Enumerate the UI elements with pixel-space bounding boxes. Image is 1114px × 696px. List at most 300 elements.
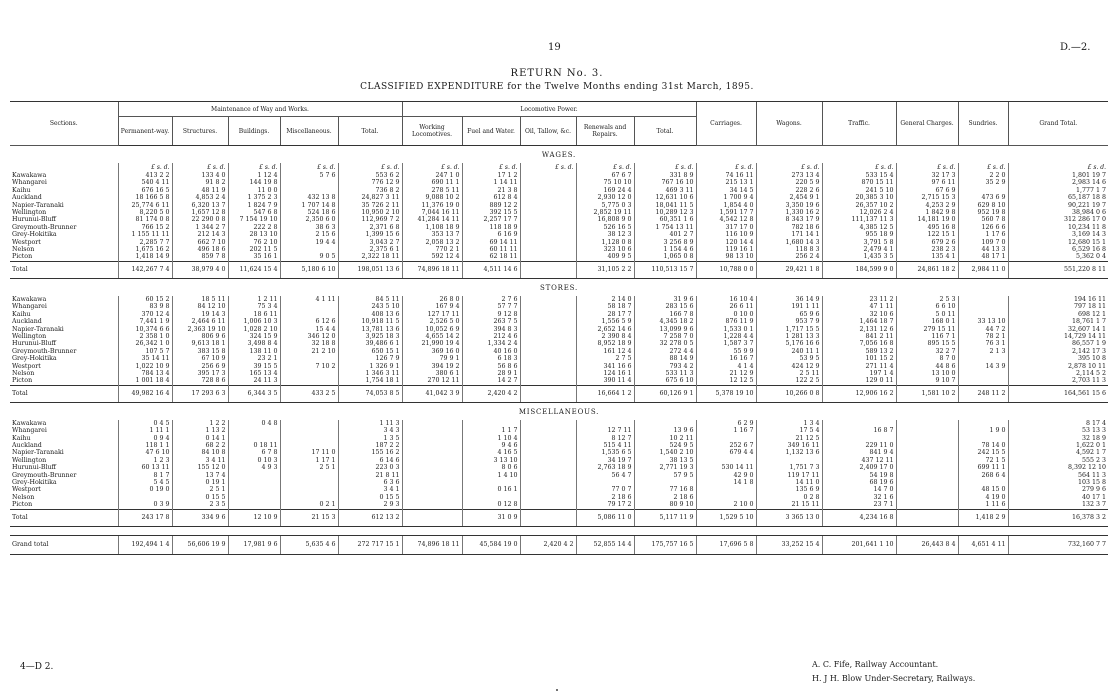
amount-cell: 495 16 8 [896, 224, 958, 231]
amount-cell [280, 187, 338, 194]
section-name: Kaihu [12, 186, 31, 194]
amount-cell: 1,591 17 7 [696, 209, 756, 216]
total-cell: 10,266 0 8 [756, 385, 822, 402]
table-row [10, 370, 1108, 377]
amount-cell [520, 318, 576, 325]
amount-cell: 122 15 1 [896, 231, 958, 238]
amount-cell: 39 15 5 [228, 363, 280, 370]
amount-cell: 2 2 0 [958, 172, 1008, 179]
amount-cell [402, 494, 462, 501]
amount-cell: 35 2 9 [958, 179, 1008, 186]
amount-cell [402, 479, 462, 486]
amount-cell: 2,350 6 0 [280, 216, 338, 223]
section-name: Napier-Taranaki [12, 325, 64, 333]
amount-cell: 353 13 7 [402, 231, 462, 238]
col-traffic: Traffic. [822, 102, 896, 146]
total-cell: 5,086 11 0 [576, 509, 634, 526]
amount-cell: 1 16 7 [696, 427, 756, 434]
unit-label: £ s. d. [634, 163, 696, 172]
amount-cell: 32 1 6 [822, 494, 896, 501]
amount-cell: 168 0 1 [896, 318, 958, 325]
amount-cell: 241 5 10 [822, 187, 896, 194]
amount-cell: 38 12 3 [576, 231, 634, 238]
total-cell: 433 2 5 [280, 385, 338, 402]
amount-cell: 191 1 11 [756, 303, 822, 310]
amount-cell: 2,371 6 8 [338, 224, 402, 231]
amount-cell: 2,114 5 2 [1008, 370, 1108, 377]
amount-cell: 2,652 14 6 [576, 326, 634, 333]
table-row [10, 209, 1108, 216]
col-fuel-water: Fuel and Water. [462, 117, 520, 146]
section-name: Greymouth-Brunner [12, 347, 77, 355]
amount-cell: 18 6 11 [228, 311, 280, 318]
amount-cell [520, 194, 576, 201]
amount-cell: 1 824 7 9 [228, 202, 280, 209]
amount-cell: 1 12 4 [228, 172, 280, 179]
amount-cell [520, 501, 576, 509]
amount-cell: 6 14 6 [338, 457, 402, 464]
amount-cell: 65,187 18 8 [1008, 194, 1108, 201]
amount-cell: 32 278 0 5 [634, 340, 696, 347]
amount-cell: 144 19 8 [228, 179, 280, 186]
amount-cell: 0 18 11 [228, 442, 280, 449]
total-cell: 74,053 8 5 [338, 385, 402, 402]
amount-cell: 76 2 10 [228, 239, 280, 246]
amount-cell: 2,454 9 1 [756, 194, 822, 201]
section-name: Grey-Hokitika [12, 355, 57, 363]
amount-cell [280, 303, 338, 310]
col-renewals-repairs: Renewals and Repairs. [576, 117, 634, 146]
total-cell: 2,420 4 2 [462, 385, 520, 402]
amount-cell: 2 14 0 [576, 296, 634, 303]
amount-cell: 65 9 6 [756, 311, 822, 318]
total-cell: 29,421 1 8 [756, 261, 822, 278]
amount-cell: 4 9 3 [228, 464, 280, 471]
amount-cell: 1 17 6 [958, 231, 1008, 238]
amount-cell [520, 464, 576, 471]
amount-cell: 77 16 8 [634, 486, 696, 493]
amount-cell: 44 7 2 [958, 326, 1008, 333]
unit-label: £ s. d. [696, 163, 756, 172]
amount-cell: 9 10 7 [896, 377, 958, 385]
amount-cell: 161 12 4 [576, 348, 634, 355]
amount-cell: 14,181 19 0 [896, 216, 958, 223]
amount-cell: 28 9 1 [462, 370, 520, 377]
amount-cell: 2 10 0 [696, 501, 756, 509]
total-cell: 198,051 13 6 [338, 261, 402, 278]
amount-cell: 1 2 11 [228, 296, 280, 303]
amount-cell: 14 11 0 [756, 479, 822, 486]
table-row [10, 202, 1108, 209]
section-name: Westport [12, 362, 41, 370]
amount-cell: 69 14 11 [462, 239, 520, 246]
amount-cell: 7,441 1 9 [118, 318, 172, 325]
amount-cell: 44 13 3 [958, 246, 1008, 253]
amount-cell: 728 8 6 [172, 377, 228, 385]
unit-label: £ s. d. [958, 163, 1008, 172]
amount-cell: 3,350 19 6 [756, 202, 822, 209]
amount-cell: 32 2 7 [896, 348, 958, 355]
grand-total-cell: 52,855 14 4 [576, 535, 634, 554]
amount-cell: 2,409 17 0 [822, 464, 896, 471]
amount-cell: 383 15 8 [172, 348, 228, 355]
amount-cell: 6 3 6 [338, 479, 402, 486]
amount-cell: 56 4 7 [576, 472, 634, 479]
amount-cell: 1 2 2 [172, 420, 228, 427]
amount-cell: 437 12 11 [822, 457, 896, 464]
total-cell: 74,896 18 11 [402, 261, 462, 278]
amount-cell: 0 9 4 [118, 435, 172, 442]
amount-cell: 6 16 9 [462, 231, 520, 238]
amount-cell: 35 726 2 11 [338, 202, 402, 209]
amount-cell [520, 479, 576, 486]
amount-cell: 555 2 3 [1008, 457, 1108, 464]
amount-cell [228, 427, 280, 434]
section-name: Westport [12, 486, 41, 494]
total-cell: 41,042 3 9 [402, 385, 462, 402]
amount-cell [822, 435, 896, 442]
amount-cell: 11 0 0 [228, 187, 280, 194]
amount-cell [696, 486, 756, 493]
amount-cell: 268 6 4 [958, 472, 1008, 479]
table-row [10, 194, 1108, 201]
amount-cell [520, 224, 576, 231]
amount-cell: 0 2 1 [280, 501, 338, 509]
amount-cell [634, 479, 696, 486]
amount-cell: 47 1 11 [822, 303, 896, 310]
amount-cell: 8 17 4 [1008, 420, 1108, 427]
amount-cell: 167 9 4 [402, 303, 462, 310]
amount-cell: 212 14 3 [172, 231, 228, 238]
amount-cell [896, 464, 958, 471]
amount-cell: 252 6 7 [696, 442, 756, 449]
amount-cell: 9,088 10 2 [402, 194, 462, 201]
amount-cell: 401 2 7 [634, 231, 696, 238]
amount-cell: 132 3 7 [1008, 501, 1108, 509]
total-cell [520, 509, 576, 526]
amount-cell [896, 472, 958, 479]
amount-cell: 223 0 3 [338, 464, 402, 471]
total-cell [520, 261, 576, 278]
amount-cell [402, 442, 462, 449]
amount-cell: 126 6 6 [958, 224, 1008, 231]
table-row [10, 340, 1108, 347]
amount-cell [520, 494, 576, 501]
amount-cell: 1 375 2 3 [228, 194, 280, 201]
section-name: Auckland [12, 441, 42, 449]
amount-cell [958, 370, 1008, 377]
grand-total-cell: 5,635 4 6 [280, 535, 338, 554]
amount-cell: 155 12 0 [172, 464, 228, 471]
amount-cell [896, 501, 958, 509]
total-cell: 164,561 15 6 [1008, 385, 1108, 402]
amount-cell [402, 464, 462, 471]
amount-cell [520, 420, 576, 427]
amount-cell [958, 303, 1008, 310]
amount-cell: 870 15 11 [822, 179, 896, 186]
amount-cell [520, 326, 576, 333]
amount-cell: 312 286 17 0 [1008, 216, 1108, 223]
total-cell: 1,529 5 10 [696, 509, 756, 526]
amount-cell: 346 12 0 [280, 333, 338, 340]
amount-cell: 6 7 8 [228, 449, 280, 456]
amount-cell: 2,930 12 0 [576, 194, 634, 201]
amount-cell: 13,781 13 6 [338, 326, 402, 333]
amount-cell: 28 17 7 [576, 311, 634, 318]
amount-cell: 1,854 4 0 [696, 202, 756, 209]
amount-cell: 13 7 4 [172, 472, 228, 479]
amount-cell: 124 16 1 [576, 370, 634, 377]
amount-cell: 1 754 13 11 [634, 224, 696, 231]
table-row [10, 333, 1108, 340]
section-header-row [10, 146, 1108, 164]
amount-cell: 323 10 6 [576, 246, 634, 253]
amount-cell [280, 427, 338, 434]
amount-cell [280, 494, 338, 501]
amount-cell: 38,984 0 6 [1008, 209, 1108, 216]
section-name: Kawakawa [12, 172, 47, 179]
amount-cell: 793 4 2 [634, 363, 696, 370]
amount-cell [520, 246, 576, 253]
return-title: RETURN No. 3. [510, 68, 604, 79]
amount-cell: 278 5 11 [402, 187, 462, 194]
amount-cell [520, 370, 576, 377]
col-grand-total: Grand Total. [1008, 102, 1108, 146]
spacer-cell [10, 526, 1108, 535]
amount-cell: 2,715 15 3 [896, 194, 958, 201]
amount-cell: 5,775 0 3 [576, 202, 634, 209]
unit-label: £ s. d. [576, 163, 634, 172]
amount-cell: 1 326 9 1 [338, 363, 402, 370]
amount-cell: 3,925 18 3 [338, 333, 402, 340]
unit-label: £ s. d. [402, 163, 462, 172]
amount-cell: 699 11 1 [958, 464, 1008, 471]
amount-cell: 31 9 6 [634, 296, 696, 303]
amount-cell: 698 12 1 [1008, 311, 1108, 318]
amount-cell [520, 202, 576, 209]
amount-cell: 81 174 0 8 [118, 216, 172, 223]
amount-cell: 40 17 1 [1008, 494, 1108, 501]
section-name: Napier-Taranaki [12, 201, 64, 209]
total-cell: 11,624 15 4 [228, 261, 280, 278]
amount-cell: 10 2 11 [634, 435, 696, 442]
grand-total-cell: 17,696 5 8 [696, 535, 756, 554]
amount-cell: 1,330 16 2 [756, 209, 822, 216]
section-name: Auckland [12, 194, 42, 202]
amount-cell: 83 9 8 [118, 303, 172, 310]
amount-cell: 35 14 11 [118, 355, 172, 362]
amount-cell: 564 11 3 [1008, 472, 1108, 479]
amount-cell [896, 479, 958, 486]
amount-cell: 97 6 11 [896, 179, 958, 186]
amount-cell: 122 2 5 [756, 377, 822, 385]
amount-cell: 1 13 2 [172, 427, 228, 434]
table-row [10, 179, 1108, 186]
amount-cell: 533 15 4 [822, 172, 896, 179]
total-cell: 1,581 10 2 [896, 385, 958, 402]
amount-cell: 13 10 0 [896, 370, 958, 377]
amount-cell: 3 256 8 9 [634, 239, 696, 246]
amount-cell: 2,878 10 11 [1008, 363, 1108, 370]
amount-cell: 6,320 13 7 [172, 202, 228, 209]
amount-cell: 12,026 2 4 [822, 209, 896, 216]
amount-cell: 7,044 16 11 [402, 209, 462, 216]
amount-cell: 317 17 0 [696, 224, 756, 231]
amount-cell [280, 246, 338, 253]
amount-cell: 547 6 8 [228, 209, 280, 216]
amount-cell [520, 486, 576, 493]
grand-total-label: Grand total [10, 535, 118, 554]
table-row [10, 311, 1108, 318]
total-cell: 16,664 1 2 [576, 385, 634, 402]
amount-cell: 4 16 5 [462, 449, 520, 456]
table-body [10, 146, 1108, 555]
amount-cell [520, 172, 576, 179]
amount-cell: 67 6 9 [896, 187, 958, 194]
amount-cell: 1 11 1 [118, 427, 172, 434]
amount-cell: 1 3 4 [756, 420, 822, 427]
amount-cell: 169 24 4 [576, 187, 634, 194]
amount-cell: 42 9 0 [696, 472, 756, 479]
total-cell [896, 509, 958, 526]
amount-cell [402, 457, 462, 464]
amount-cell: 38 13 5 [634, 457, 696, 464]
amount-cell: 1,777 1 7 [1008, 187, 1108, 194]
amount-cell: 1,540 2 10 [634, 449, 696, 456]
amount-cell: 53 13 3 [1008, 427, 1108, 434]
amount-cell [520, 231, 576, 238]
amount-cell [280, 355, 338, 362]
document-reference: D.—2. [1060, 42, 1091, 53]
table-row [10, 318, 1108, 325]
grand-total-cell: 56,606 19 9 [172, 535, 228, 554]
amount-cell [280, 442, 338, 449]
amount-cell: 432 13 8 [280, 194, 338, 201]
amount-cell: 8 12 7 [576, 435, 634, 442]
amount-cell: 679 2 6 [896, 239, 958, 246]
amount-cell [520, 442, 576, 449]
amount-cell: 2,771 19 3 [634, 464, 696, 471]
amount-cell: 2 358 1 0 [118, 333, 172, 340]
amount-cell: 784 13 4 [118, 370, 172, 377]
total-label: Total [10, 261, 118, 278]
amount-cell: 1 155 11 11 [118, 231, 172, 238]
amount-cell: 675 6 10 [634, 377, 696, 385]
amount-cell: 1,065 0 8 [634, 253, 696, 261]
amount-cell [228, 435, 280, 442]
table-row [10, 246, 1108, 253]
amount-cell: 86,557 1 9 [1008, 340, 1108, 347]
amount-cell: 2,257 17 7 [462, 216, 520, 223]
amount-cell: 228 2 6 [756, 187, 822, 194]
table-row [10, 486, 1108, 493]
amount-cell: 247 1 0 [402, 172, 462, 179]
amount-cell: 662 7 10 [172, 239, 228, 246]
amount-cell: 524 18 6 [280, 209, 338, 216]
amount-cell [280, 420, 338, 427]
amount-cell: 533 11 3 [634, 370, 696, 377]
amount-cell [462, 420, 520, 427]
grand-total-cell: 17,981 9 6 [228, 535, 280, 554]
amount-cell [696, 435, 756, 442]
total-cell: 334 9 6 [172, 509, 228, 526]
table-row [10, 494, 1108, 501]
amount-cell: 90,221 19 7 [1008, 202, 1108, 209]
amount-cell: 876 11 9 [696, 318, 756, 325]
amount-cell: 0 15 5 [172, 494, 228, 501]
amount-cell: 540 4 11 [118, 179, 172, 186]
amount-cell [520, 333, 576, 340]
amount-cell: 55 9 9 [696, 348, 756, 355]
col-working-locomotives: Working Locomotives. [402, 117, 462, 146]
amount-cell [520, 303, 576, 310]
amount-cell: 0 10 3 [228, 457, 280, 464]
amount-cell: 395 17 3 [172, 370, 228, 377]
grand-total-row [10, 535, 1108, 554]
total-cell: 4,511 14 6 [462, 261, 520, 278]
total-cell: 12,906 16 2 [822, 385, 896, 402]
amount-cell [634, 420, 696, 427]
amount-cell: 953 7 9 [756, 318, 822, 325]
amount-cell: 1 2 3 [118, 457, 172, 464]
total-cell: 243 17 8 [118, 509, 172, 526]
amount-cell [520, 216, 576, 223]
amount-cell: 1,334 2 4 [462, 340, 520, 347]
amount-cell: 952 19 8 [958, 209, 1008, 216]
amount-cell: 54 19 8 [822, 472, 896, 479]
amount-cell: 57 7 7 [462, 303, 520, 310]
amount-cell: 955 18 9 [822, 231, 896, 238]
amount-cell: 612 8 4 [462, 194, 520, 201]
section-name: Wellington [12, 332, 47, 340]
amount-cell: 1 344 2 7 [172, 224, 228, 231]
amount-cell: 1,435 3 5 [822, 253, 896, 261]
table-row [10, 172, 1108, 179]
amount-cell: 2 7 6 [462, 296, 520, 303]
unit-label: £ s. d. [756, 163, 822, 172]
amount-cell: 2,983 14 6 [1008, 179, 1108, 186]
amount-cell: 133 4 0 [172, 172, 228, 179]
amount-cell: 98 13 10 [696, 253, 756, 261]
amount-cell: 0 10 0 [696, 311, 756, 318]
amount-cell: 119 16 1 [696, 246, 756, 253]
amount-cell: 6 6 10 [896, 303, 958, 310]
amount-cell: 75 3 4 [228, 303, 280, 310]
amount-cell [696, 494, 756, 501]
amount-cell: 62 18 11 [462, 253, 520, 261]
amount-cell: 38 6 3 [280, 224, 338, 231]
amount-cell: 3,498 8 4 [228, 340, 280, 347]
amount-cell: 0 19 1 [172, 479, 228, 486]
amount-cell: 23 7 1 [822, 501, 896, 509]
amount-cell: 3,791 5 8 [822, 239, 896, 246]
amount-cell: 8 343 17 9 [756, 216, 822, 223]
amount-cell: 197 1 4 [822, 370, 896, 377]
amount-cell: 1,587 3 7 [696, 340, 756, 347]
amount-cell [228, 472, 280, 479]
section-title: STORES. [540, 284, 578, 293]
table-row [10, 253, 1108, 261]
amount-cell: 60 15 2 [118, 296, 172, 303]
amount-cell: 9,613 18 1 [172, 340, 228, 347]
amount-cell [402, 501, 462, 509]
amount-cell: 394 19 2 [402, 363, 462, 370]
amount-cell: 24,827 3 11 [338, 194, 402, 201]
section-name: Whangarei [12, 179, 47, 187]
amount-cell: 10,918 11 5 [338, 318, 402, 325]
total-cell: 2,984 11 0 [958, 261, 1008, 278]
amount-cell: 26 6 11 [696, 303, 756, 310]
